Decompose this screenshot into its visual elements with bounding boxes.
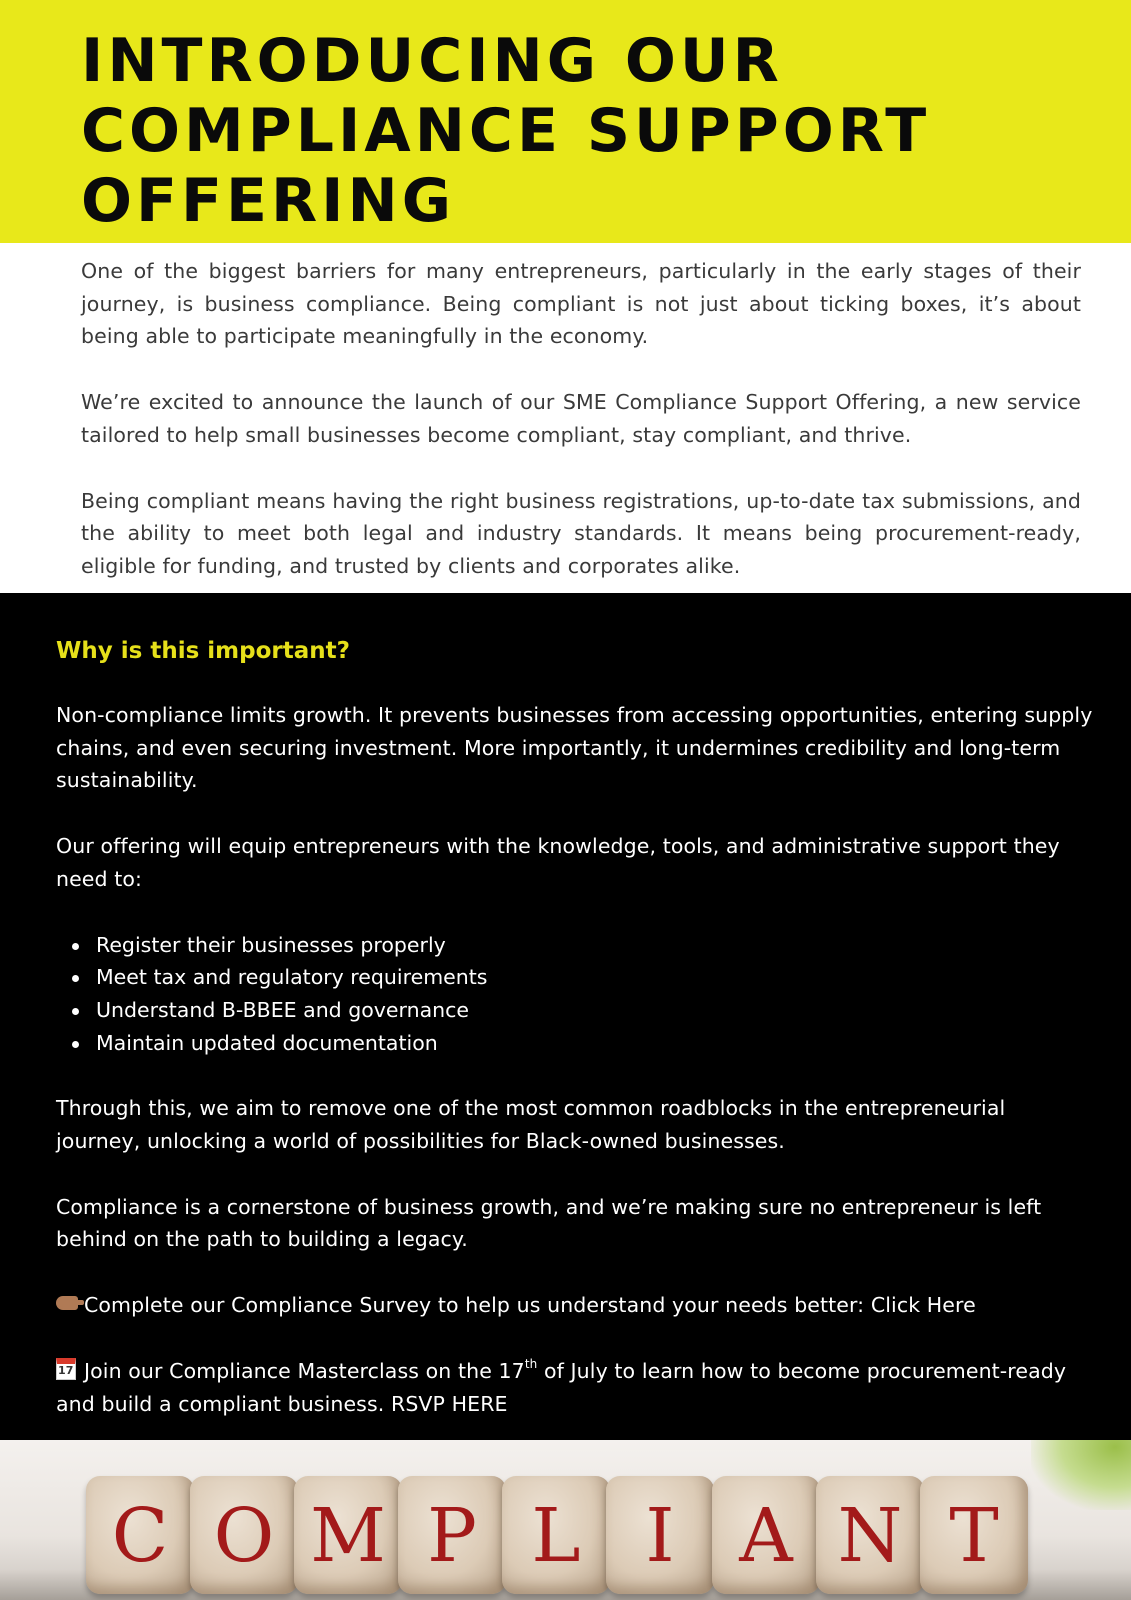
- intro-paragraph-1: One of the biggest barriers for many entrepreneurs, particularly in the early stages of their journey, is business compliance. Being compliant is not just about ticking boxes, it’s about being able to participate meaningfully in the economy.: [81, 259, 1081, 349]
- requirements-list: [56, 929, 1096, 1060]
- list-item-text: Maintain updated documentation: [96, 1030, 438, 1055]
- letter-block: [502, 1476, 610, 1594]
- letter-block: [920, 1476, 1028, 1594]
- list-item-text: Understand B-BBEE and governance: [96, 997, 470, 1022]
- masterclass-text-after: of July to learn how to become procurement-ready and build a compliant business.: [56, 1358, 1067, 1416]
- block-letter: N: [837, 1493, 903, 1579]
- block-letter: L: [531, 1493, 581, 1579]
- page-title: [81, 26, 1081, 236]
- intro-paragraph-2: We’re excited to announce the launch of our SME Compliance Support Offering, a new service tailored to help small businesses become compliant, stay compliant, and thrive.: [81, 390, 1081, 447]
- bullet-icon: [72, 1008, 79, 1015]
- survey-text: Complete our Compliance Survey to help us understand your needs better:: [84, 1293, 871, 1318]
- list-item-text: Meet tax and regulatory requirements: [96, 965, 488, 990]
- list-item: [96, 929, 1096, 962]
- block-letter: T: [949, 1493, 999, 1579]
- letter-blocks: [86, 1476, 1046, 1596]
- plant-leaf-image: [1031, 1440, 1131, 1510]
- block-letter: M: [310, 1493, 386, 1579]
- compliant-blocks-photo: [0, 1440, 1131, 1600]
- intro-section: [81, 255, 1081, 616]
- block-letter: A: [739, 1493, 793, 1579]
- calendar-icon-date: 17: [58, 1363, 74, 1377]
- bullet-icon: [72, 1041, 79, 1048]
- list-item-text: Register their businesses properly: [96, 932, 446, 957]
- title-line-2: COMPLIANCE SUPPORT: [81, 96, 931, 166]
- why-paragraph-4: Compliance is a cornerstone of business growth, and we’re making sure no entrepreneur is left behind on the path to building a legacy.: [56, 1194, 1042, 1252]
- block-letter: P: [427, 1493, 477, 1579]
- title-line-3: OFFERING: [81, 166, 455, 236]
- masterclass-superscript: th: [524, 1356, 538, 1371]
- survey-link[interactable]: Click Here: [870, 1293, 976, 1318]
- calendar-icon: [56, 1358, 76, 1380]
- list-item: [96, 994, 1096, 1027]
- letter-block: [86, 1476, 194, 1594]
- letter-block: [816, 1476, 924, 1594]
- letter-block: [190, 1476, 298, 1594]
- letter-block: [398, 1476, 506, 1594]
- masterclass-line: [56, 1355, 1096, 1420]
- survey-line: [56, 1289, 1096, 1322]
- block-letter: C: [111, 1493, 169, 1579]
- why-paragraph-3: Through this, we aim to remove one of the most common roadblocks in the entrepreneurial journey, unlocking a world of possibilities for Black-owned businesses.: [56, 1096, 1006, 1154]
- bullet-icon: [72, 943, 79, 950]
- letter-block: [712, 1476, 820, 1594]
- bullet-icon: [72, 975, 79, 982]
- list-item: [96, 961, 1096, 994]
- letter-block: [294, 1476, 402, 1594]
- pointing-hand-icon: [56, 1296, 78, 1310]
- header-banner: [0, 0, 1131, 243]
- block-letter: O: [213, 1493, 275, 1579]
- intro-paragraph-3: Being compliant means having the right business registrations, up-to-date tax submissions, and the ability to meet both legal and industry standards. It means being procurement-ready, eligible for funding, and trusted by clients and corporates alike.: [81, 488, 1081, 578]
- rsvp-link[interactable]: RSVP HERE: [390, 1391, 508, 1416]
- why-important-section: [0, 593, 1131, 1440]
- title-line-1: INTRODUCING OUR: [81, 26, 783, 96]
- why-paragraph-2: Our offering will equip entrepreneurs with the knowledge, tools, and administrative support they need to:: [56, 834, 1060, 891]
- letter-block: [606, 1476, 714, 1594]
- why-paragraph-1: Non-compliance limits growth. It prevents businesses from accessing opportunities, entering supply chains, and even securing investment. More importantly, it undermines credibility and long-term sustainability.: [56, 703, 1093, 793]
- block-letter: I: [645, 1493, 675, 1579]
- section-heading: Why is this important?: [56, 638, 350, 664]
- masterclass-text-before: Join our Compliance Masterclass on the 17: [84, 1358, 525, 1383]
- list-item: [96, 1027, 1096, 1060]
